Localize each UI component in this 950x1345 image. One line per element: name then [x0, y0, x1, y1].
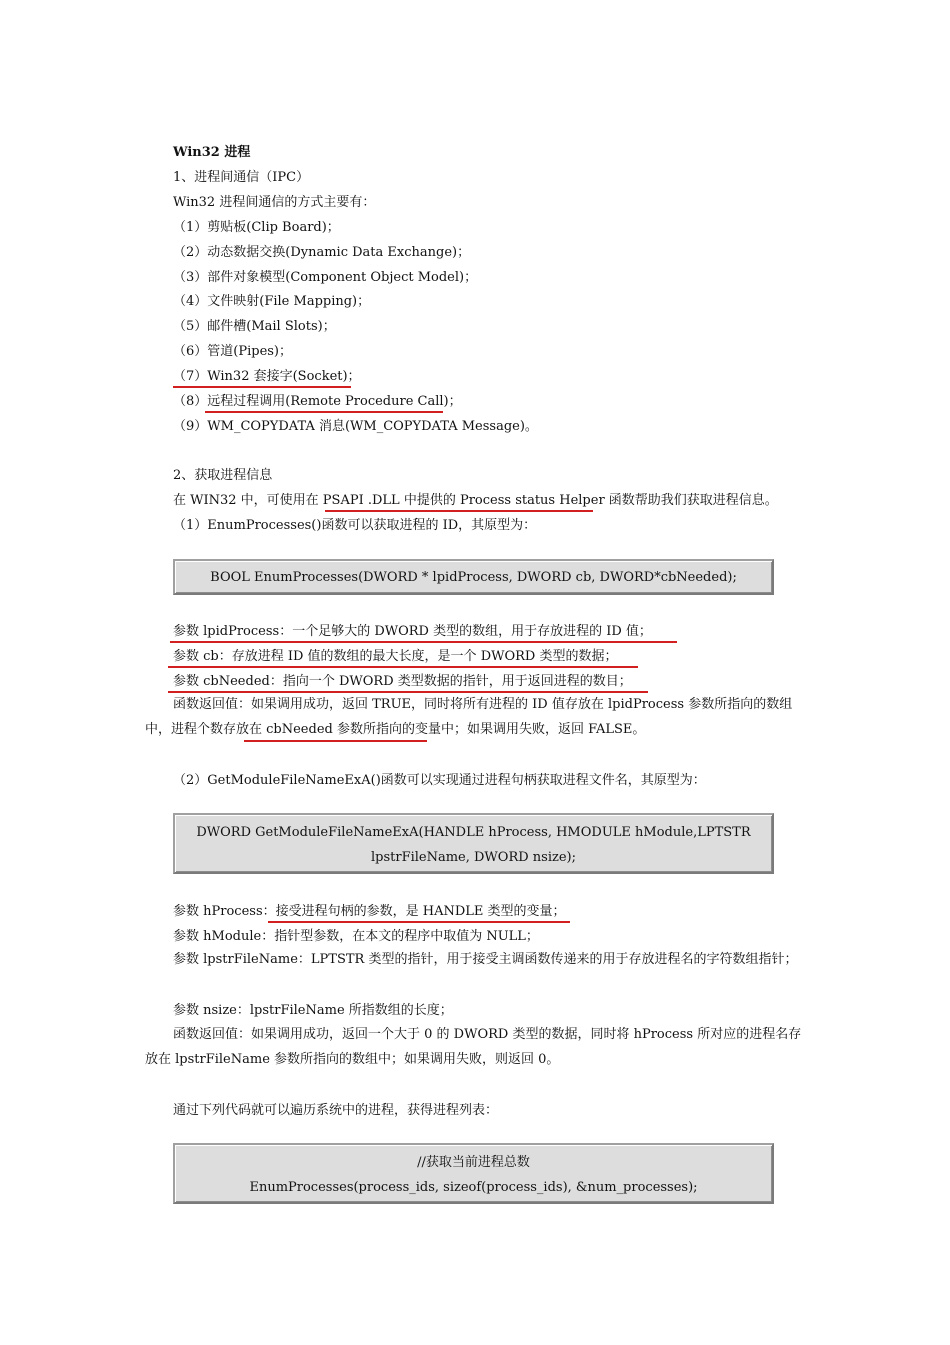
red-underline	[168, 666, 638, 668]
list-item: （2）动态数据交换(Dynamic Data Exchange)；	[173, 245, 471, 260]
red-underline	[325, 510, 593, 512]
list-item: （5）邮件槽(Mail Slots)；	[173, 319, 336, 334]
process-info-intro: 在 WIN32 中，可使用在 PSAPI .DLL 中提供的 Process status Helper 函数帮助我们获取进程信息。	[173, 493, 778, 508]
code-comment: //获取当前进程总数	[417, 1155, 530, 1170]
code-intro: 通过下列代码就可以遍历系统中的进程，获得进程列表：	[173, 1103, 499, 1118]
list-item: （8）远程过程调用(Remote Procedure Call)；	[173, 394, 462, 409]
param-lpidprocess: 参数 lpidProcess：一个足够大的 DWORD 类型的数组，用于存放进程的 ID 值；	[173, 624, 652, 639]
param-hprocess: 参数 hProcess：接受进程句柄的参数，是 HANDLE 类型的变量；	[173, 904, 566, 919]
list-item: （7）Win32 套接字(Socket)；	[173, 369, 361, 384]
list-item: （1）剪贴板(Clip Board)；	[173, 220, 340, 235]
code-box-process-list	[173, 1143, 774, 1204]
list-item: （9）WM_COPYDATA 消息(WM_COPYDATA Message)。	[173, 419, 538, 434]
param-cbneeded: 参数 cbNeeded：指向一个 DWORD 类型数据的指针，用于返回进程的数目；	[173, 674, 632, 689]
red-underline	[268, 921, 570, 923]
enum-processes-intro: （1）EnumProcesses()函数可以获取进程的 ID，其原型为：	[173, 518, 537, 533]
param-hmodule: 参数 hModule：指针型参数，在本文的程序中取值为 NULL；	[173, 929, 539, 944]
red-underline	[173, 386, 351, 388]
param-nsize: 参数 nsize：lpstrFileName 所指数组的长度；	[173, 1003, 453, 1018]
red-underline	[170, 641, 677, 643]
code-line: lpstrFileName, DWORD nsize);	[370, 850, 576, 865]
gmf-return-value: 函数返回值：如果调用成功，返回一个大于 0 的 DWORD 类型的数据，同时将 hProcess 所对应的进程名存放在 lpstrFileName 参数所指向的数组中；如果调用失败，则返回 0。	[145, 1027, 802, 1067]
red-underline	[205, 411, 443, 413]
section-heading-ipc: 1、进程间通信（IPC）	[173, 170, 310, 185]
code-box-enum-processes	[173, 559, 774, 595]
code-box-get-module-filename	[173, 813, 774, 874]
code-line: DWORD GetModuleFileNameExA(HANDLE hProcess, HMODULE hModule,LPTSTR	[196, 825, 751, 840]
get-module-filename-intro: （2）GetModuleFileNameExA()函数可以实现通过进程句柄获取进程文件名，其原型为：	[173, 773, 706, 788]
section-heading-process-info: 2、获取进程信息	[173, 468, 273, 483]
code-line: BOOL EnumProcesses(DWORD * lpidProcess, DWORD cb, DWORD*cbNeeded);	[210, 570, 737, 585]
param-cb: 参数 cb：存放进程 ID 值的数组的最大长度，是一个 DWORD 类型的数据；	[173, 649, 618, 664]
list-item: （3）部件对象模型(Component Object Model)；	[173, 270, 478, 285]
param-lpstrfilename: 参数 lpstrFileName：LPTSTR 类型的指针，用于接受主调函数传递来的用于存放进程名的字符数组指针；	[173, 952, 798, 967]
red-underline	[244, 740, 427, 742]
enum-return-value: 函数返回值：如果调用成功，返回 TRUE，同时将所有进程的 ID 值存放在 lpidProcess 参数所指向的数组中，进程个数存放在 cbNeeded 参数所指向的变量中；如果调用失败，返回 FALSE。	[145, 697, 793, 737]
ipc-intro: Win32 进程间通信的方式主要有：	[173, 195, 376, 210]
page-title: Win32 进程	[173, 145, 251, 160]
list-item: （6）管道(Pipes)；	[173, 344, 293, 359]
list-item: （4）文件映射(File Mapping)；	[173, 294, 371, 309]
code-line: EnumProcesses(process_ids, sizeof(process_ids), &num_processes);	[249, 1180, 698, 1195]
